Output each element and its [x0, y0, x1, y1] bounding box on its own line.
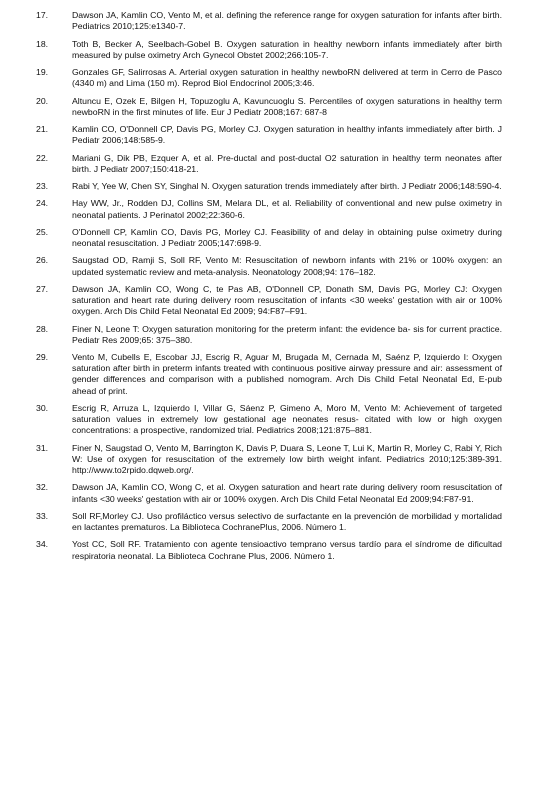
reference-item: [36, 39, 502, 61]
reference-item: [36, 198, 502, 220]
reference-item: [36, 539, 502, 561]
reference-number: 26.: [36, 255, 49, 266]
reference-item: [36, 10, 502, 32]
reference-item: [36, 153, 502, 175]
reference-item: [36, 403, 502, 437]
reference-number: 19.: [36, 67, 49, 77]
reference-item: [36, 352, 502, 397]
reference-number: 24.: [36, 198, 49, 209]
reference-text: Soll RF,Morley CJ. Uso profiláctico versus selectivo de surfactante en la prevención de morbilidad y mortalidad en lactantes prematuros. La Biblioteca CochranePlus, 2006. Número 1.: [72, 510, 502, 533]
reference-number: 18.: [36, 38, 49, 49]
reference-number: 22.: [36, 152, 49, 163]
reference-item: [36, 284, 502, 318]
reference-number: 20.: [36, 95, 49, 106]
reference-text: Kamlin CO, O'Donnell CP, Davis PG, Morley CJ. Oxygen saturation in healthy infants immediately after birth. J Pediatr 2006;148:585-9.: [72, 124, 502, 146]
reference-item: [36, 255, 502, 277]
reference-text: Saugstad OD, Ramji S, Soll RF, Vento M: Resuscitation of newborn infants with 21% or 100% oxygen: an updated systematic review and meta-analysis. Neonatology 2008;94: 176–182.: [72, 255, 502, 277]
reference-text: Vento M, Cubells E, Escobar JJ, Escrig R, Aguar M, Brugada M, Cernada M, Saénz P, Izquierdo I: Oxygen saturation after birth in preterm infants treated with continuous positive airway pressure and air: assessment of gender differences and comparison with a published nomogram. Arch Dis Child Fetal Neonatal Ed, E-pub ahead of print.: [72, 352, 502, 396]
reference-text: Finer N, Leone T: Oxygen saturation monitoring for the preterm infant: the evidence ba- sis for current practice. Pediatr Res 2009;65: 375–380.: [72, 323, 502, 345]
reference-item: [36, 482, 502, 504]
reference-number: 33.: [36, 510, 49, 521]
reference-number: 21.: [36, 124, 49, 134]
reference-number: 23.: [36, 181, 49, 191]
reference-number: 31.: [36, 442, 49, 453]
reference-text: Dawson JA, Kamlin CO, Wong C, te Pas AB, O'Donnell CP, Donath SM, Davis PG, Morley CJ: Oxygen saturation and heart rate during delivery room resuscitation of infants <30 weeks' gestation with air or 100% oxygen. Arch Dis Child Fetal Neonatal Ed 2009; 94:F87–F91.: [72, 283, 502, 317]
reference-number: 28.: [36, 323, 49, 334]
reference-text: Gonzales GF, Salirrosas A. Arterial oxygen saturation in healthy newboRN delivered at term in Cerro de Pasco (4340 m) and Lima (150 m). Reprod Biol Endocrinol 2005;3:46.: [72, 67, 502, 89]
reference-item: [36, 181, 502, 192]
reference-item: [36, 443, 502, 477]
reference-text: Dawson JA, Kamlin CO, Wong C, et al. Oxygen saturation and heart rate during delivery room resuscitation of infants <30 weeks' gestation with air or 100% oxygen. Arch Dis Child Fetal Neonatal Ed 2009;94:F87-91.: [72, 482, 502, 504]
reference-item: [36, 227, 502, 249]
reference-text: Yost CC, Soll RF. Tratamiento con agente tensioactivo temprano versus tardío para el síndrome de dificultad respiratoria neonatal. La Biblioteca Cochrane Plus, 2006. Número 1.: [72, 539, 502, 561]
reference-item: [36, 96, 502, 118]
reference-text: Dawson JA, Kamlin CO, Vento M, et al. defining the reference range for oxygen saturation for infants after birth. Pediatrics 2010;125:e1340-7.: [72, 10, 502, 32]
reference-item: [36, 324, 502, 346]
reference-number: 29.: [36, 352, 49, 362]
reference-item: [36, 124, 502, 146]
reference-item: [36, 67, 502, 89]
reference-number: 34.: [36, 539, 49, 550]
reference-text: Finer N, Saugstad O, Vento M, Barrington K, Davis P, Duara S, Leone T, Lui K, Martin R, Morley C, Rabi Y, Rich W: Use of oxygen for resuscitation of the extremely low birth weight infant. Pediatrics 2010;125:389-391. http://www.to2rpido.dqweb.org/.: [72, 442, 502, 476]
reference-number: 32.: [36, 482, 49, 493]
reference-item: [36, 511, 502, 533]
reference-list: [36, 10, 502, 568]
reference-text: Escrig R, Arruza L, Izquierdo I, Villar G, Sáenz P, Gimeno A, Moro M, Vento M: Achievement of targeted saturation values in extremely low gestational age neonates resus- citated with low or high oxygen concentrations: a prospective, randomized trial. Pediatrics 2008;121:875–881.: [72, 402, 502, 436]
reference-text: Mariani G, Dik PB, Ezquer A, et al. Pre-ductal and post-ductal O2 saturation in healthy term neonates after birth. J Pediatr 2007;150:418-21.: [72, 152, 502, 174]
reference-text: Toth B, Becker A, Seelbach-Gobel B. Oxygen saturation in healthy newborn infants immediately after birth measured by pulse oximetry Arch Gynecol Obstet 2002;266:105-7.: [72, 38, 502, 60]
reference-text: Altuncu E, Ozek E, Bilgen H, Topuzoglu A, Kavuncuoglu S. Percentiles of oxygen saturations in healthy term newboRN in the first minutes of life. Eur J Pediatr 2008;167: 687-8: [72, 95, 502, 117]
reference-number: 27.: [36, 283, 49, 294]
reference-number: 25.: [36, 226, 49, 237]
reference-text: O'Donnell CP, Kamlin CO, Davis PG, Morley CJ. Feasibility of and delay in obtaining pulse oximetry during neonatal resuscitation. J Pediatr 2005;147:698-9.: [72, 226, 502, 248]
reference-number: 30.: [36, 402, 49, 413]
reference-number: 17.: [36, 10, 49, 20]
reference-text: Rabi Y, Yee W, Chen SY, Singhal N. Oxygen saturation trends immediately after birth. J Pediatr 2006;148:590-4.: [72, 181, 502, 191]
reference-text: Hay WW, Jr., Rodden DJ, Collins SM, Melara DL, et al. Reliability of conventional and new pulse oximetry in neonatal patients. J Perinatol 2002;22:360-6.: [72, 198, 502, 220]
